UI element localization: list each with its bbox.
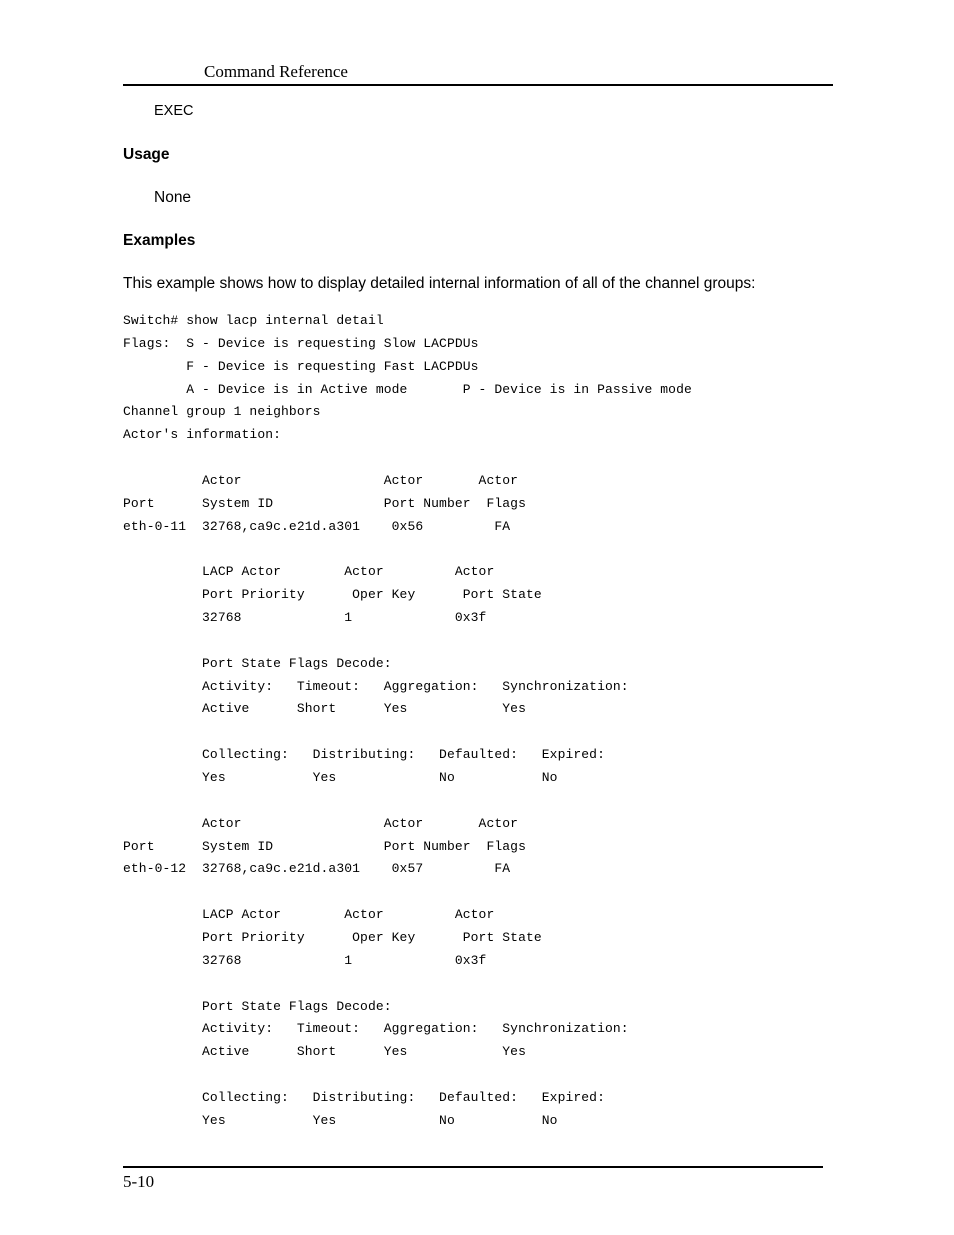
code-line: Actor's information:: [123, 427, 282, 443]
code-line: LACP Actor Actor Actor: [123, 907, 495, 923]
usage-text: None: [154, 189, 192, 206]
command-mode: EXEC: [154, 103, 194, 119]
code-line: 32768 1 0x3f: [123, 952, 487, 968]
code-line: Actor Actor Actor: [123, 472, 519, 488]
code-line: eth-0-11 32768,ca9c.e21d.a301 0x56 FA: [123, 518, 511, 534]
code-line: Port Priority Oper Key Port State: [123, 929, 542, 945]
code-line: Activity: Timeout: Aggregation: Synchronization:: [123, 1021, 629, 1037]
code-line: Port System ID Port Number Flags: [123, 838, 526, 854]
code-line: Port System ID Port Number Flags: [123, 495, 526, 511]
code-line: 32768 1 0x3f: [123, 610, 487, 626]
code-line: Actor Actor Actor: [123, 815, 519, 831]
code-line: eth-0-12 32768,ca9c.e21d.a301 0x57 FA: [123, 861, 511, 877]
code-line: Channel group 1 neighbors: [123, 404, 321, 420]
code-line: Collecting: Distributing: Defaulted: Expired:: [123, 747, 605, 763]
footer-rule: [123, 1166, 823, 1168]
code-line: LACP Actor Actor Actor: [123, 564, 495, 580]
code-line: Port Priority Oper Key Port State: [123, 587, 542, 603]
header-rule: [123, 84, 833, 86]
code-line: Port State Flags Decode:: [123, 655, 392, 671]
examples-description: This example shows how to display detailed internal information of all of the channel groups:: [123, 275, 756, 292]
header-title: Command Reference: [204, 62, 348, 81]
code-line: Flags: S - Device is requesting Slow LACPDUs: [123, 335, 479, 351]
code-line: Active Short Yes Yes: [123, 701, 526, 717]
code-line: Switch# show lacp internal detail: [123, 313, 384, 328]
code-line: Yes Yes No No: [123, 1112, 558, 1128]
usage-heading: Usage: [123, 146, 170, 163]
code-line: Port State Flags Decode:: [123, 998, 392, 1014]
code-line: Yes Yes No No: [123, 770, 558, 785]
code-line: F - Device is requesting Fast LACPDUs: [123, 358, 479, 374]
code-line: Active Short Yes Yes: [123, 1044, 526, 1060]
examples-heading: Examples: [123, 232, 196, 249]
page-number: 5-10: [123, 1172, 155, 1191]
code-line: Activity: Timeout: Aggregation: Synchronization:: [123, 678, 629, 694]
code-line: A - Device is in Active mode P - Device is in Passive mode: [123, 381, 692, 397]
code-line: Collecting: Distributing: Defaulted: Expired:: [123, 1089, 605, 1105]
